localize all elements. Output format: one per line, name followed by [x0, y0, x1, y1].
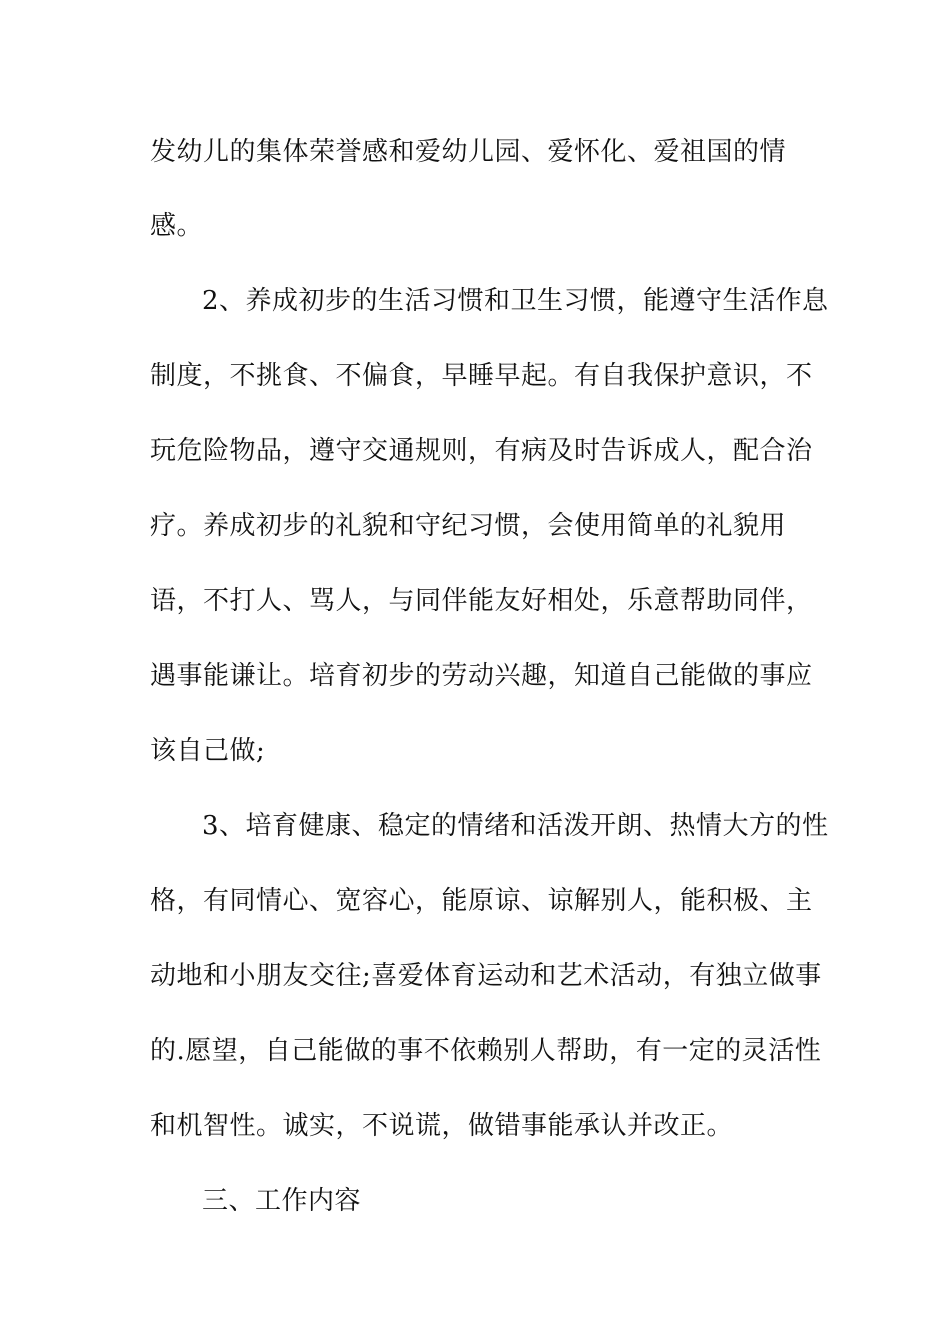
text-line: 和机智性。诚实，不说谎，做错事能承认并改正。 — [150, 1111, 734, 1141]
text-line: 玩危险物品，遵守交通规则，有病及时告诉成人，配合治 — [150, 436, 813, 466]
text-line: 的.愿望，自己能做的事不依赖别人帮助，有一定的灵活性 — [150, 1036, 822, 1066]
text-line: 该自己做; — [150, 736, 266, 766]
paragraph-3-start: 3、培育健康、稳定的情绪和活泼开朗、热情大方的性 — [202, 811, 829, 841]
text-line: 制度，不挑食、不偏食，早睡早起。有自我保护意识，不 — [150, 361, 813, 391]
text-line: 动地和小朋友交往;喜爱体育运动和艺术活动，有独立做事 — [150, 961, 822, 991]
text-line: 遇事能谦让。培育初步的劳动兴趣，知道自己能做的事应 — [150, 661, 813, 691]
text-line: 格，有同情心、宽容心，能原谅、谅解别人，能积极、主 — [150, 886, 813, 916]
paragraph-2-start: 2、养成初步的生活习惯和卫生习惯，能遵守生活作息 — [202, 286, 829, 316]
text-line: 疗。养成初步的礼貌和守纪习惯，会使用简单的礼貌用 — [150, 511, 787, 541]
text-line: 语，不打人、骂人，与同伴能友好相处，乐意帮助同伴， — [150, 586, 813, 616]
text-line: 感。 — [150, 211, 204, 241]
text-line: 发幼儿的集体荣誉感和爱幼儿园、爱怀化、爱祖国的情 — [150, 137, 787, 167]
section-heading: 三、工作内容 — [202, 1186, 362, 1216]
